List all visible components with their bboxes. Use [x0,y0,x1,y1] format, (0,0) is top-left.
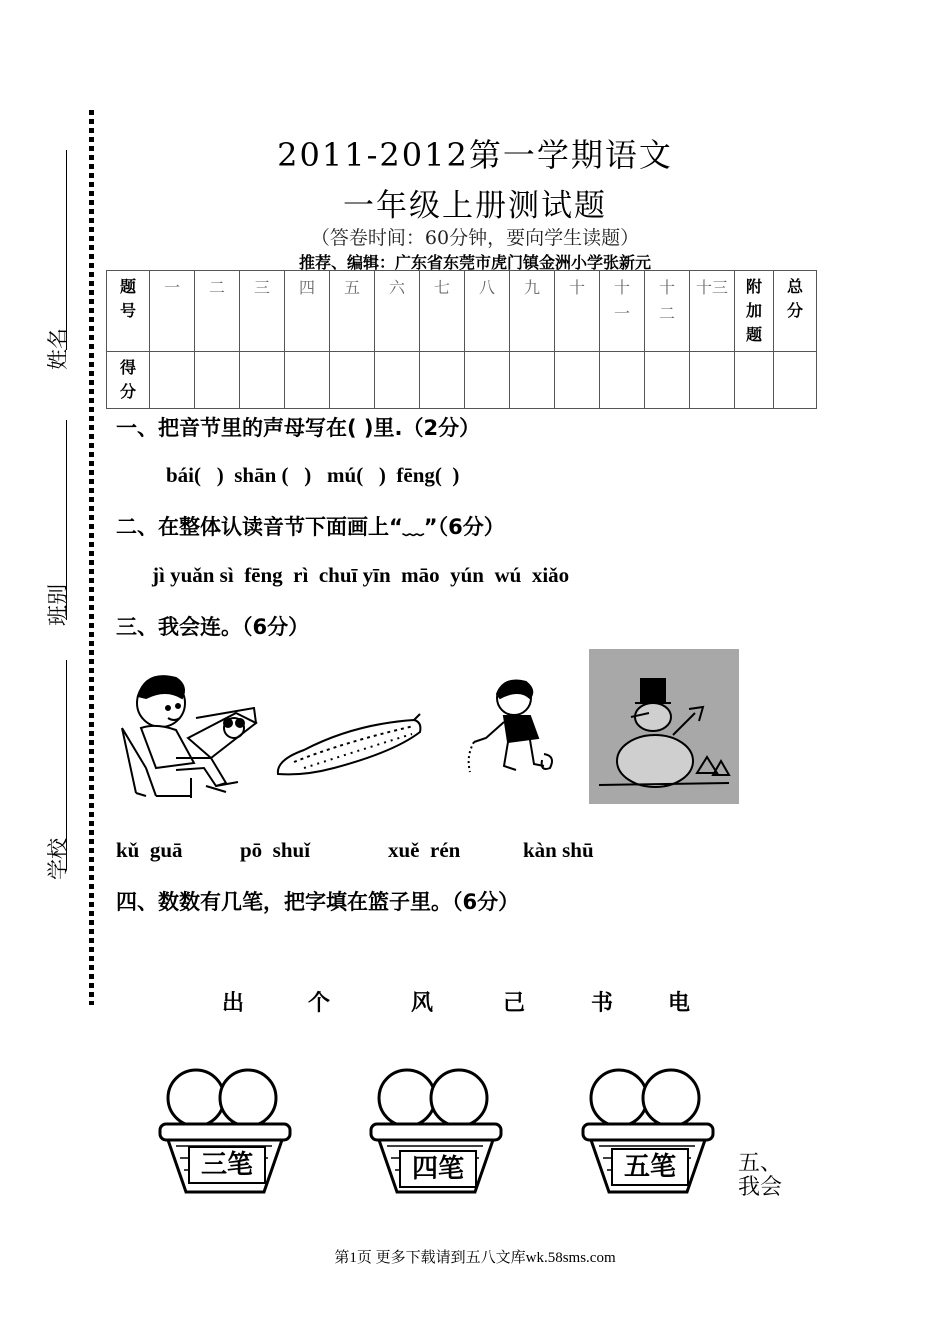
page-title-line2: 一年级上册测试题 [343,188,607,224]
basket-four-strokes[interactable] [367,1066,505,1196]
char-2: 个 [308,991,331,1016]
col-header: 九 [510,271,555,352]
score-cell[interactable] [774,352,817,409]
score-cell[interactable] [735,352,774,409]
col-header: 十二 [645,271,690,352]
score-cell[interactable] [645,352,690,409]
snowman-picture [589,649,739,804]
col-header: 五 [330,271,375,352]
score-cell[interactable] [285,352,330,409]
col-header: 三 [240,271,285,352]
basket-label: 四笔 [399,1150,477,1188]
section5-heading-line2: 我会 [738,1175,783,1200]
col-header: 十一 [600,271,645,352]
name-label: 姓名 [46,328,70,370]
boy-reading-picture [116,668,266,806]
col-header: 十 [555,271,600,352]
char-3: 风 [411,991,434,1016]
col-header: 二 [195,271,240,352]
pinyin-label-1: kǔ guā [116,838,183,862]
score-cell[interactable] [465,352,510,409]
section3-heading: 三、我会连。（6分） [116,615,310,639]
basket-three-strokes[interactable] [156,1066,294,1196]
score-cell[interactable] [330,352,375,409]
pinyin-label-4: kàn shū [523,838,594,862]
section4-heading: 四、数数有几笔，把字填在篮子里。（6分） [116,890,520,914]
section1-items: bái( ) shān ( ) mú( ) fēng( ) [166,463,460,487]
score-cell[interactable] [195,352,240,409]
col-header: 十三 [690,271,735,352]
exam-subtitle: （答卷时间：60分钟，要向学生读题） [310,227,640,249]
author-line: 推荐、编辑：广东省东莞市虎门镇金洲小学张新元 [298,253,651,272]
score-cell[interactable] [420,352,465,409]
question-number-header: 题号 [107,271,150,352]
total-header: 总分 [774,271,817,352]
col-header: 七 [420,271,465,352]
section2-heading: 二、在整体认读音节下面画上“﹏”（6分） [116,515,505,539]
score-cell[interactable] [690,352,735,409]
section2-items: jì yuǎn sì fēng rì chuī yīn māo yún wú xiǎo [152,563,570,587]
pinyin-label-2: pō shuǐ [240,838,311,862]
class-label: 班别 [46,584,70,626]
char-4: 己 [503,991,526,1016]
page-footer: 第1页 更多下载请到五八文库wk.58sms.com [334,1250,616,1266]
page-title-line1: 2011-2012第一学期语文 [277,136,673,174]
boy-watering-picture [464,676,564,780]
char-1: 出 [222,991,245,1016]
section1-heading: 一、把音节里的声母写在( )里.（2分） [116,416,481,440]
score-row-header: 得分 [107,352,150,409]
score-cell[interactable] [510,352,555,409]
score-cell[interactable] [150,352,195,409]
school-label: 学校 [46,838,70,880]
score-table [106,270,817,409]
basket-five-strokes[interactable] [579,1066,717,1196]
score-cell[interactable] [375,352,420,409]
basket-label: 三笔 [188,1146,266,1184]
score-cell[interactable] [555,352,600,409]
pinyin-label-3: xuě rén [388,838,461,862]
char-5: 书 [591,991,614,1016]
col-header: 六 [375,271,420,352]
loofah-picture [274,712,424,778]
score-cell[interactable] [240,352,285,409]
score-cell[interactable] [600,352,645,409]
col-header: 四 [285,271,330,352]
section5-heading-line1: 五、 [738,1151,783,1176]
col-header: 一 [150,271,195,352]
basket-label: 五笔 [611,1148,689,1186]
col-header: 八 [465,271,510,352]
bonus-header: 附加题 [735,271,774,352]
char-6: 电 [668,991,691,1016]
